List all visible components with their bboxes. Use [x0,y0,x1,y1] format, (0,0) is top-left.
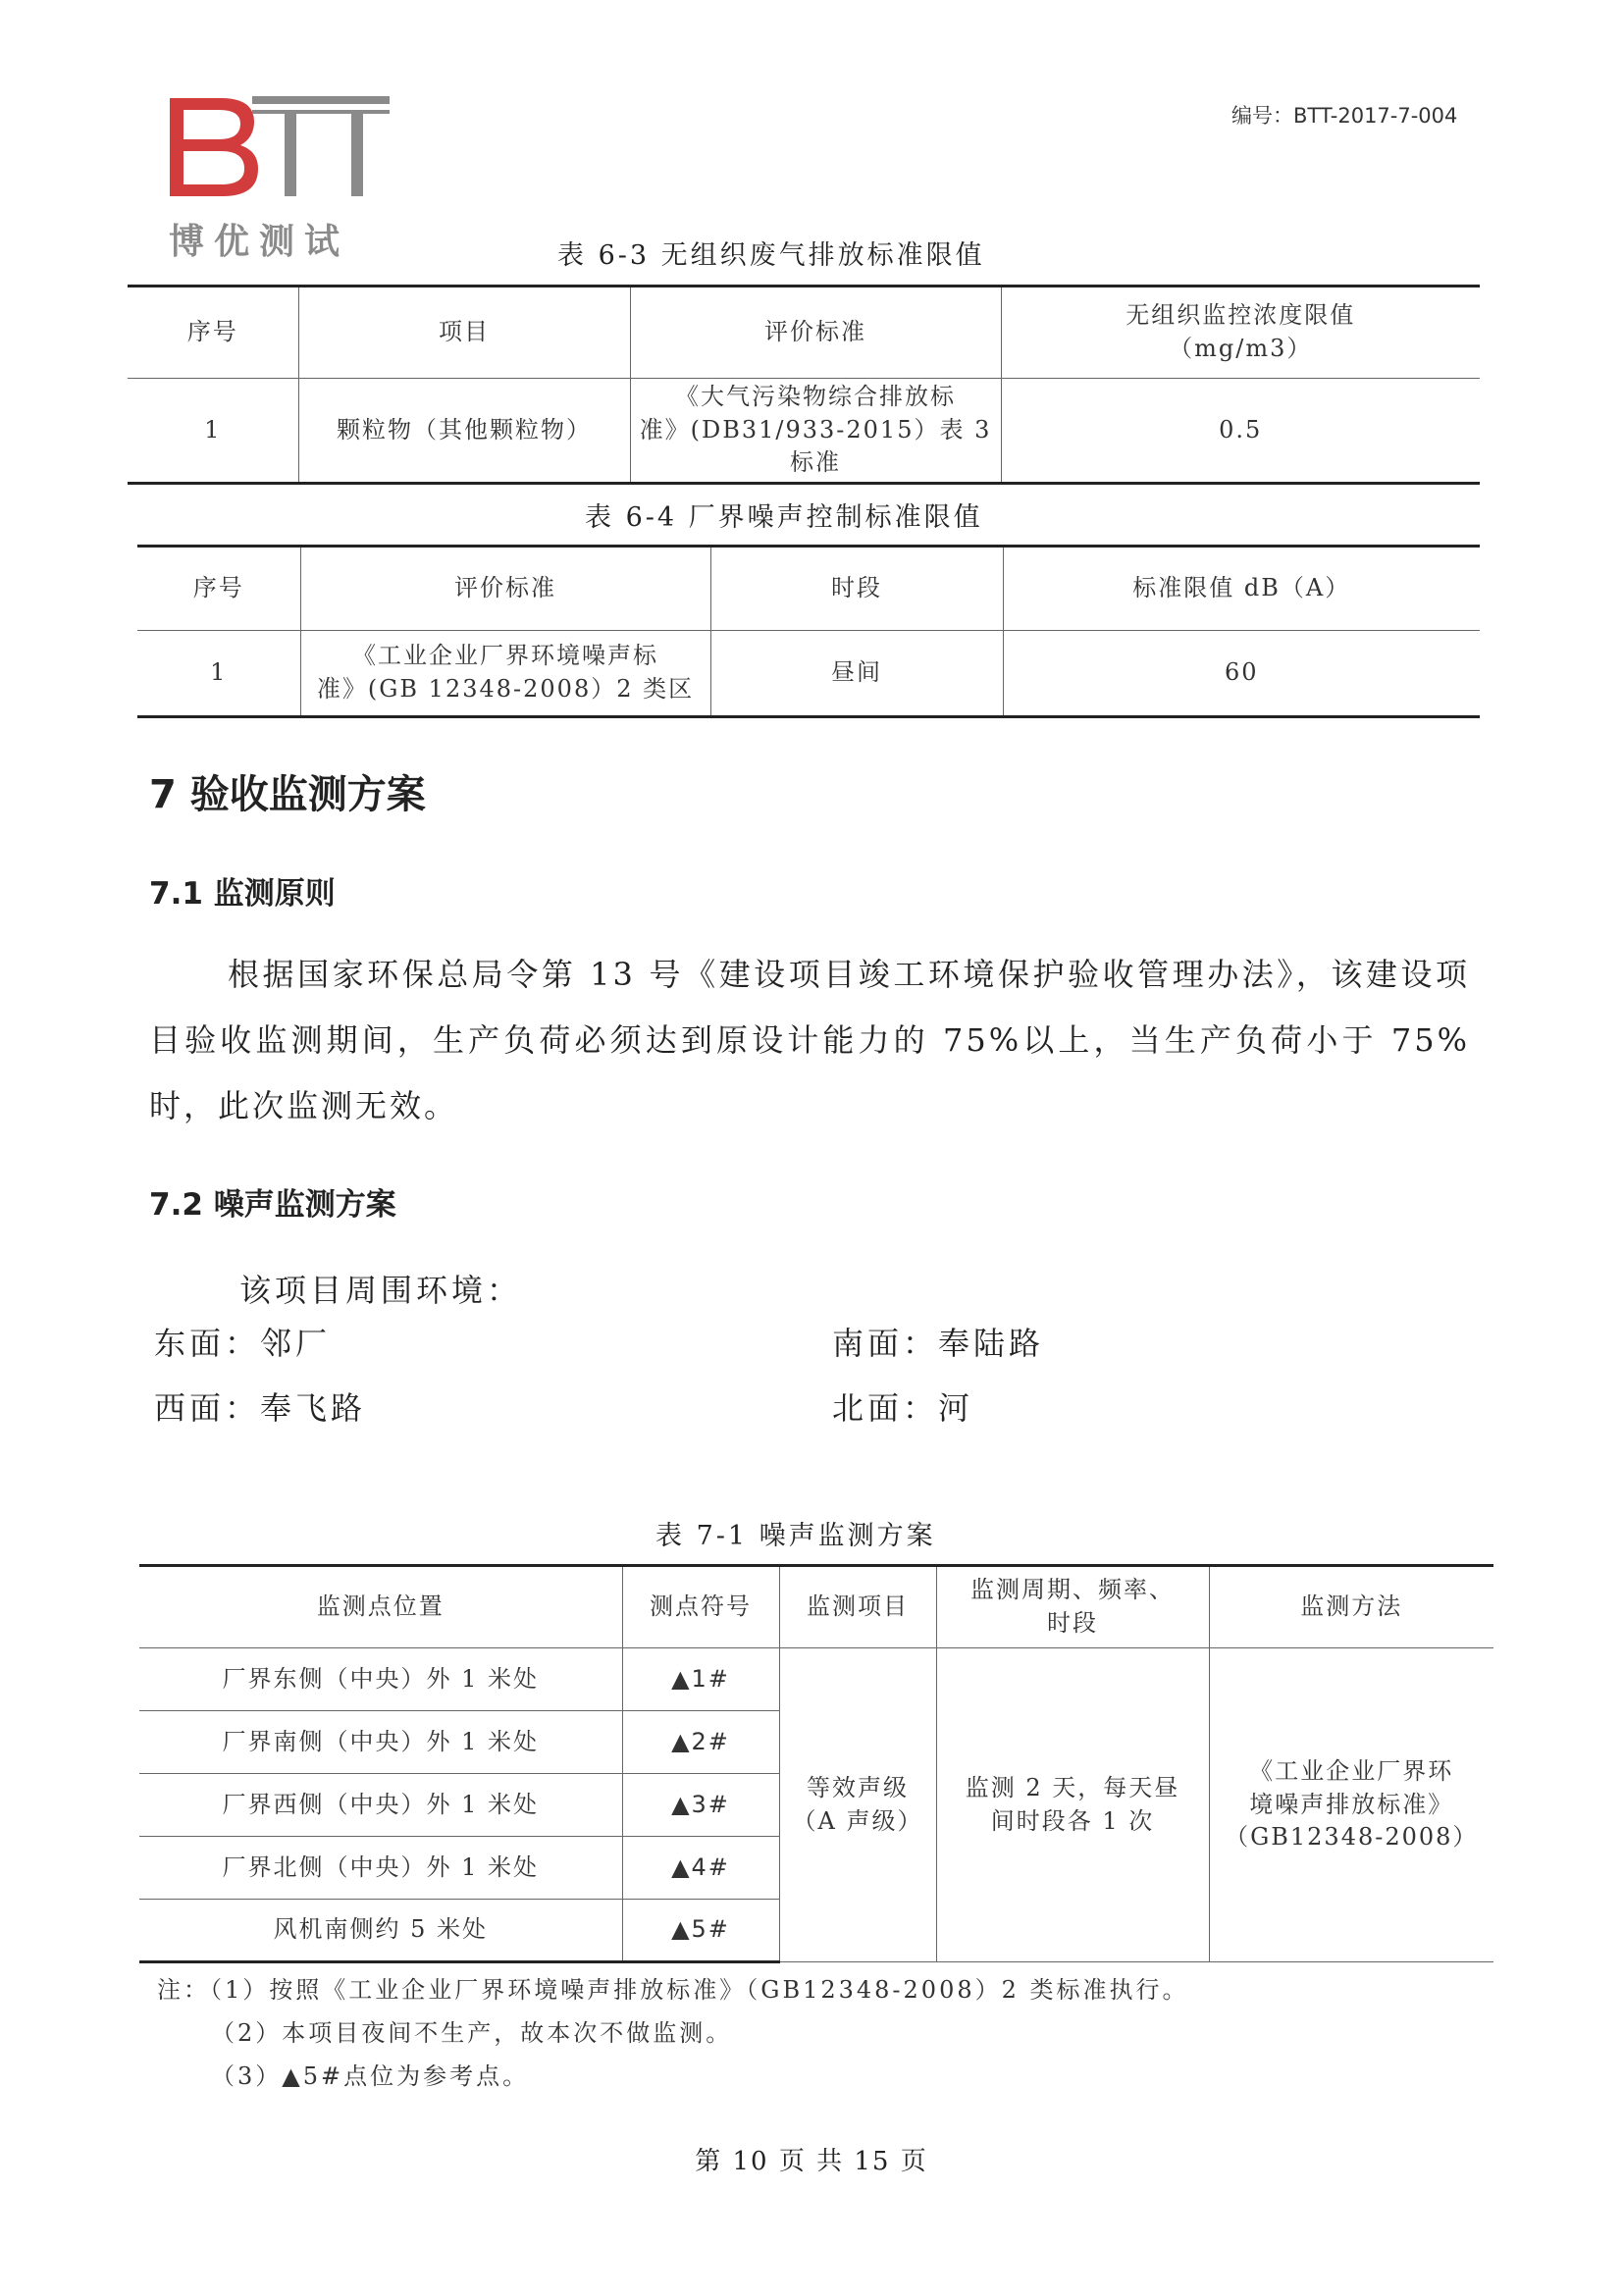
table-6-4-caption: 表 6-4 厂界噪声控制标准限值 [585,502,983,533]
text-line: 《工业企业厂界环 [1249,1757,1454,1786]
table-note: 注：（1）按照《工业企业厂界环境噪声排放标准》（GB12348-2008）2 类标准执行。 [157,1976,1189,2004]
monitoring-period [936,1648,1209,1962]
row-symbol: ▲4# [622,1837,779,1900]
table-header-cell [936,1566,1209,1648]
table-7-1-caption: 表 7-1 噪声监测方案 [655,1521,936,1551]
text-line: （GB12348-2008） [1225,1823,1479,1852]
row-symbol: ▲1# [622,1648,779,1711]
text-line: 准》(DB31/933-2015）表 3 [639,415,992,444]
header-line: 无组织监控浓度限值 [1126,301,1356,330]
row-location: 厂界西侧（中央）外 1 米处 [139,1774,622,1837]
table-header-cell: 监测点位置 [139,1566,622,1648]
table-header-cell: 评价标准 [300,547,710,631]
text-line: 《大气污染物综合排放标 [675,383,956,410]
table-header-cell [1001,287,1480,379]
body-paragraph: 根据国家环保总局令第 13 号《建设项目竣工环境保护验收管理办法》，该建设项目验收监测期间，生产负荷必须达到原设计能力的 75%以上，当生产负荷小于 75%时，此次监测无效。 [149,956,1470,1124]
row-symbol: ▲3# [622,1774,779,1837]
environment-north: 北面：河 [832,1389,974,1427]
row-location: 厂界南侧（中央）外 1 米处 [139,1711,622,1774]
environment-south: 南面：奉陆路 [832,1325,1045,1362]
text-line: 时段 [1047,1609,1098,1637]
table-row [137,631,1480,717]
document-number: 编号：BTT-2017-7-004 [1231,104,1458,128]
table-header-cell: 标准限值 dB（A） [1003,547,1480,631]
text-line: 准》(GB 12348-2008）2 类区 [316,675,695,703]
table-note: （2）本项目夜间不生产，故本次不做监测。 [211,2019,733,2047]
environment-west: 西面：奉飞路 [154,1389,367,1427]
text-line: 标准 [790,448,841,477]
page-number: 第 10 页 共 15 页 [695,2147,928,2176]
row-standard [630,379,1001,484]
subsection-heading: 7.1 监测原则 [149,876,336,912]
row-number: 1 [128,379,298,484]
table-6-3-caption: 表 6-3 无组织废气排放标准限值 [557,240,985,271]
table-note: （3）▲5#点位为参考点。 [211,2062,530,2090]
row-item: 颗粒物（其他颗粒物） [298,379,630,484]
table-header-cell: 序号 [137,547,300,631]
row-symbol: ▲5# [622,1900,779,1962]
table-row [128,379,1480,484]
environment-intro: 该项目周围环境： [239,1272,523,1309]
row-symbol: ▲2# [622,1711,779,1774]
table-7-1 [139,1564,1493,1963]
text-line: 监测周期、频率、 [970,1576,1175,1604]
row-location: 厂界北侧（中央）外 1 米处 [139,1837,622,1900]
row-location: 厂界东侧（中央）外 1 米处 [139,1648,622,1711]
environment-east: 东面：邻厂 [154,1325,332,1362]
header-unit: （mg/m3） [1169,335,1313,362]
text-line: 境噪声排放标准》 [1249,1790,1454,1818]
text-line: 间时段各 1 次 [990,1806,1155,1835]
section-heading: 7 验收监测方案 [149,772,426,817]
row-period: 昼间 [710,631,1003,717]
table-row [139,1648,1493,1711]
monitoring-method [1209,1648,1493,1962]
subsection-heading: 7.2 噪声监测方案 [149,1187,396,1223]
row-limit: 60 [1003,631,1480,717]
table-6-4 [137,545,1480,718]
row-location: 风机南侧约 5 米处 [139,1900,622,1962]
table-header-cell: 监测方法 [1209,1566,1493,1648]
text-line: （A 声级） [792,1806,923,1835]
text-line: 《工业企业厂界环境噪声标 [352,642,658,670]
table-header-cell: 序号 [128,287,298,379]
table-header-cell: 测点符号 [622,1566,779,1648]
row-number: 1 [137,631,300,717]
row-standard [300,631,710,717]
table-header-cell: 评价标准 [630,287,1001,379]
row-limit: 0.5 [1001,379,1480,484]
table-6-3 [128,285,1480,485]
logo-subtitle: 博优测试 [169,221,350,262]
table-header-cell: 项目 [298,287,630,379]
monitoring-item [779,1648,936,1962]
table-header-cell: 时段 [710,547,1003,631]
table-header-cell: 监测项目 [779,1566,936,1648]
text-line: 监测 2 天，每天昼 [965,1773,1180,1801]
logo-b-glyph [170,98,258,196]
text-line: 等效声级 [807,1773,909,1801]
